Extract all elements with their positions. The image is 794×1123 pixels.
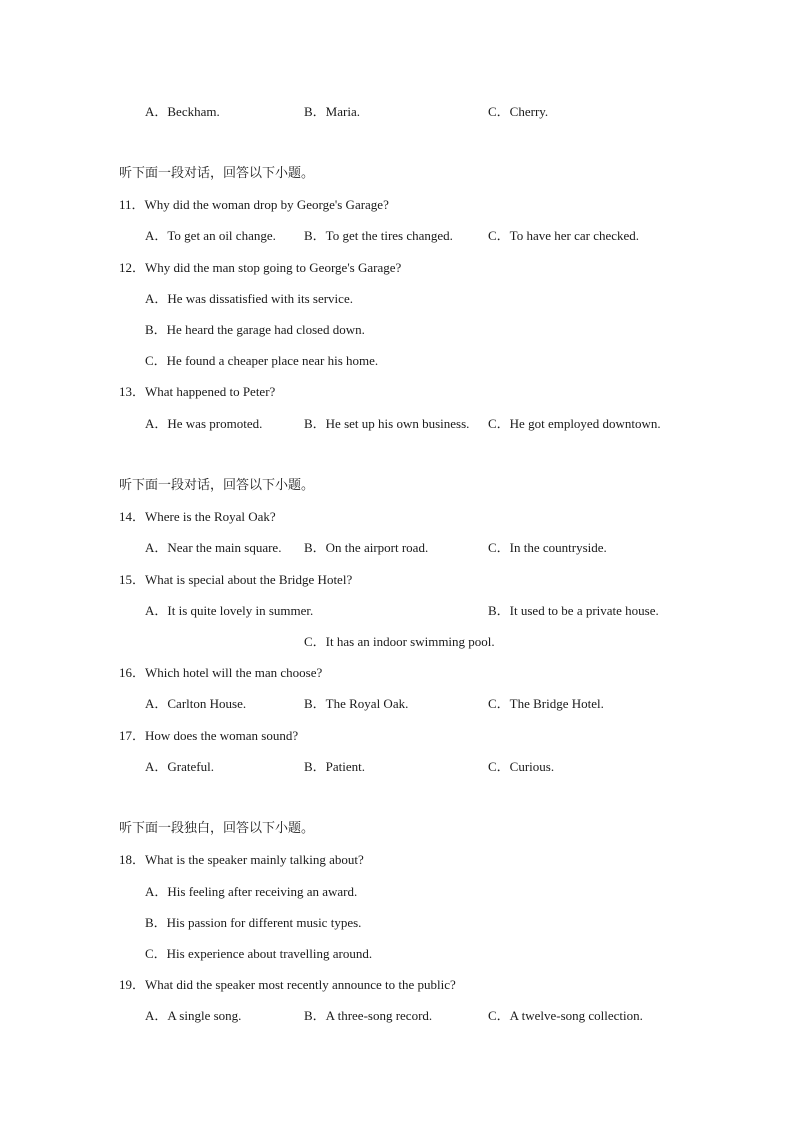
q16-option-a: A．Carlton House. <box>145 696 247 711</box>
q19-option-a: A．A single song. <box>145 1008 242 1023</box>
q19-option-b: B．A three-song record. <box>304 1008 433 1023</box>
q17-stem: 17．How does the woman sound? <box>119 728 299 743</box>
q17-option-a: A．Grateful. <box>145 759 214 774</box>
q12-option-b: B．He heard the garage had closed down. <box>145 322 365 337</box>
q19-stem: 19．What did the speaker most recently announce to the public? <box>119 977 456 992</box>
q10-option-a: A．Beckham. <box>145 104 220 119</box>
q17-option-b: B．Patient. <box>304 759 366 774</box>
q15-stem: 15．What is special about the Bridge Hotel? <box>119 572 353 587</box>
q16-stem: 16．Which hotel will the man choose? <box>119 665 323 680</box>
q18-option-a: A．His feeling after receiving an award. <box>145 884 358 899</box>
q14-option-b: B．On the airport road. <box>304 540 429 555</box>
q14-stem: 14．Where is the Royal Oak? <box>119 509 276 524</box>
q13-option-b: B．He set up his own business. <box>304 416 470 431</box>
q13-stem: 13．What happened to Peter? <box>119 384 276 399</box>
q16-option-b: B．The Royal Oak. <box>304 696 409 711</box>
q12-option-c: C．He found a cheaper place near his home. <box>145 353 379 368</box>
section-header: 听下面一段对话，回答以下小题。 <box>119 478 315 493</box>
q17-option-c: C．Curious. <box>488 759 555 774</box>
q11-option-a: A．To get an oil change. <box>145 228 276 243</box>
q14-option-a: A．Near the main square. <box>145 540 282 555</box>
q13-option-c: C．He got employed downtown. <box>488 416 661 431</box>
q14-option-c: C．In the countryside. <box>488 540 607 555</box>
q18-option-b: B．His passion for different music types. <box>145 915 362 930</box>
q19-option-c: C．A twelve-song collection. <box>488 1008 643 1023</box>
q10-option-b: B．Maria. <box>304 104 360 119</box>
q16-option-c: C．The Bridge Hotel. <box>488 696 604 711</box>
q18-stem: 18．What is the speaker mainly talking about? <box>119 852 364 867</box>
q15-option-c: C．It has an indoor swimming pool. <box>304 634 495 649</box>
q15-option-b: B．It used to be a private house. <box>488 603 659 618</box>
section-header: 听下面一段独白，回答以下小题。 <box>119 821 315 836</box>
q15-option-a: A．It is quite lovely in summer. <box>145 603 314 618</box>
q10-option-c: C．Cherry. <box>488 104 549 119</box>
q11-option-c: C．To have her car checked. <box>488 228 640 243</box>
q13-option-a: A．He was promoted. <box>145 416 263 431</box>
q11-stem: 11．Why did the woman drop by George's Garage? <box>119 197 389 212</box>
section-header: 听下面一段对话，回答以下小题。 <box>119 166 315 181</box>
q11-option-b: B．To get the tires changed. <box>304 228 453 243</box>
q18-option-c: C．His experience about travelling around. <box>145 946 373 961</box>
q12-stem: 12．Why did the man stop going to George's Garage? <box>119 260 402 275</box>
q12-option-a: A．He was dissatisfied with its service. <box>145 291 353 306</box>
